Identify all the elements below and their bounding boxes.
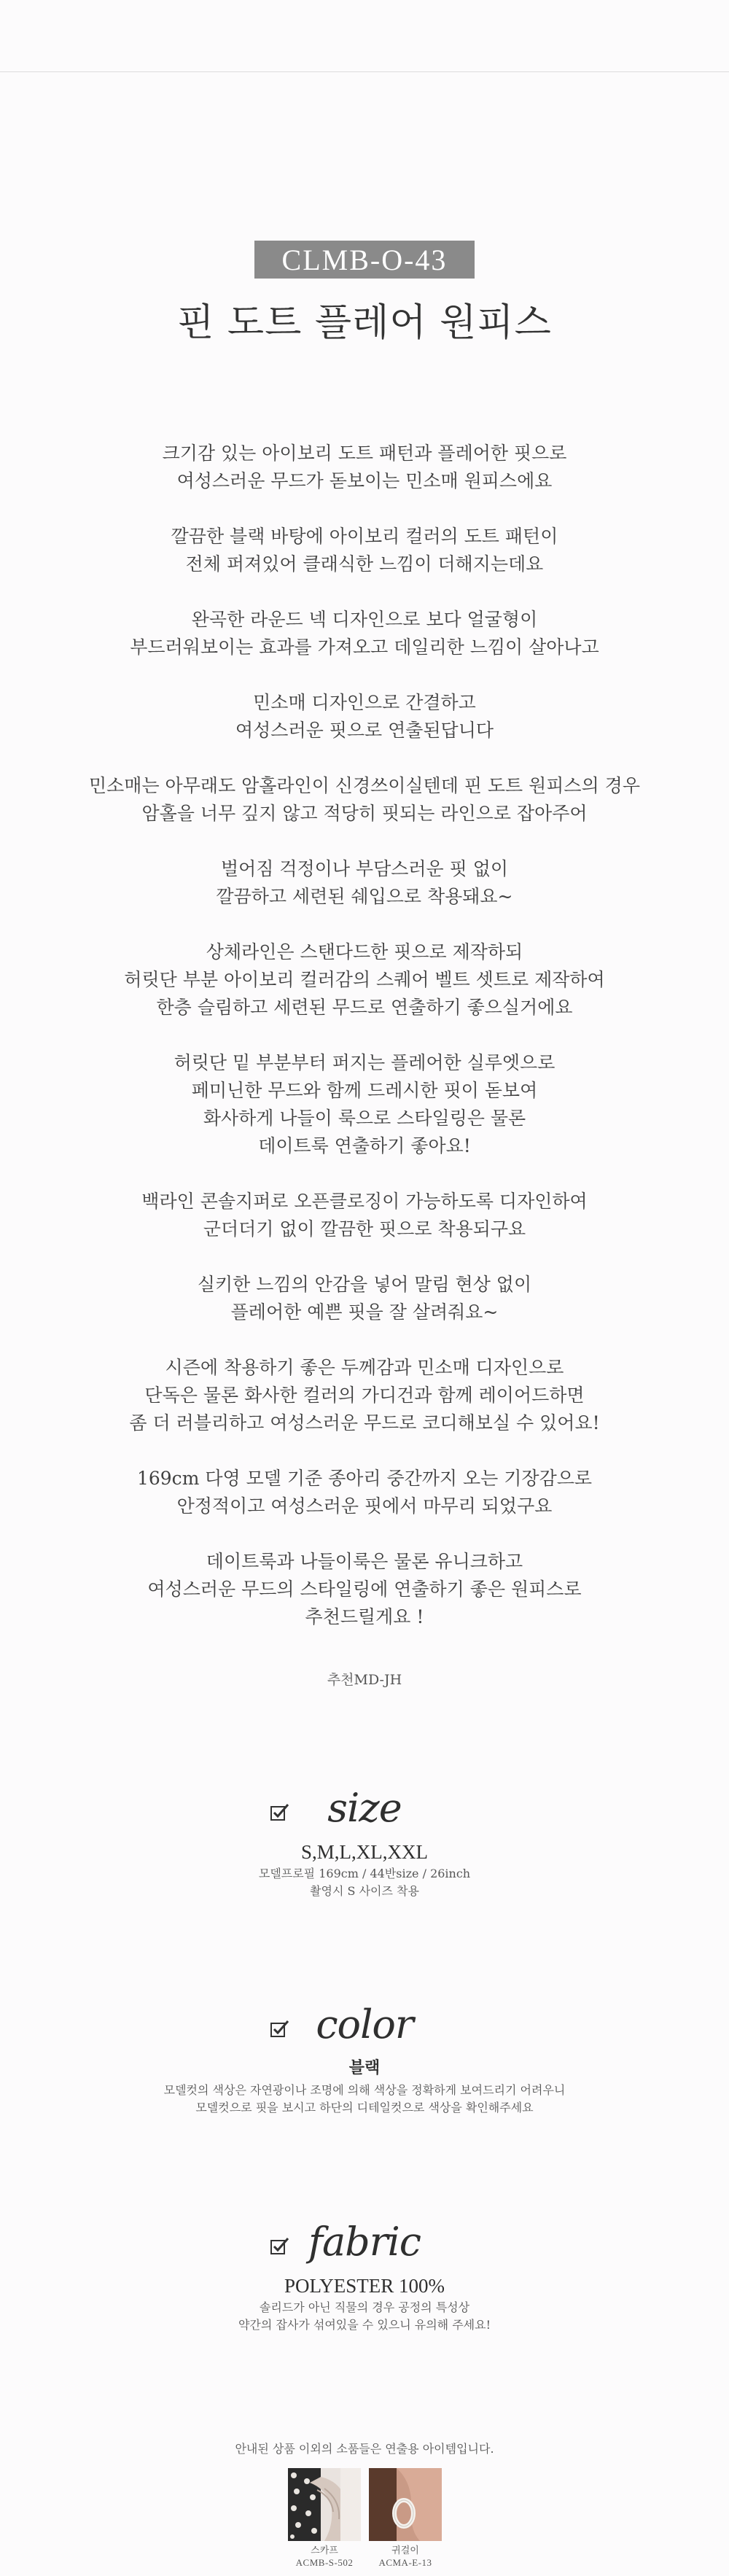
description-line: 백라인 콘솔지퍼로 오픈클로징이 가능하도록 디자인하여 [141, 1191, 588, 1212]
description-line: 단독은 물론 화사한 컬러의 가디건과 함께 레이어드하면 [144, 1385, 585, 1406]
description-paragraph [58, 1271, 671, 1326]
description-line: 실키한 느낌의 안감을 넣어 말림 현상 없이 [197, 1274, 532, 1295]
related-item-name: 귀걸이 [391, 2545, 419, 2556]
size-values: S,M,L,XL,XXL [301, 1841, 428, 1863]
product-description [58, 440, 671, 1691]
color-heading-text: color [316, 2001, 413, 2047]
description-line: 화사하게 나들이 룩으로 스타일링은 물론 [203, 1108, 526, 1129]
description-line: 부드러워보이는 효과를 가져오고 데일리한 느낌이 살아나고 [130, 637, 599, 658]
product-title: 핀 도트 플레어 원피스 [177, 301, 552, 345]
related-item-scarf[interactable] [288, 2468, 361, 2569]
description-line: 벌어짐 걱정이나 부담스러운 핏 없이 [220, 858, 509, 879]
scarf-thumbnail[interactable] [288, 2468, 361, 2541]
description-line: 깔끔한 블랙 바탕에 아이보리 컬러의 도트 패턴이 [171, 526, 558, 547]
model-profile: 모델프로필 169cm / 44반size / 26inch [258, 1867, 471, 1880]
related-item-code: ACMA-E-13 [378, 2557, 432, 2568]
related-items [288, 2468, 442, 2569]
related-item-earring[interactable] [369, 2468, 442, 2569]
description-paragraph [58, 1188, 671, 1243]
description-line: 데이트룩과 나들이룩은 물론 유니크하고 [206, 1551, 523, 1572]
fabric-heading [0, 2219, 729, 2270]
size-heading [0, 1785, 729, 1836]
description-line: 여성스러운 핏으로 연출된답니다 [235, 720, 494, 741]
size-section [0, 1785, 729, 1900]
related-item-name: 스카프 [311, 2545, 338, 2556]
description-paragraph [58, 772, 671, 828]
description-line: 깔끔하고 세련된 쉐입으로 착용돼요~ [216, 886, 513, 907]
description-line: 추천드릴게요 ! [305, 1606, 424, 1627]
earring-thumbnail[interactable] [369, 2468, 442, 2541]
description-line: 군더더기 없이 깔끔한 핏으로 착용되구요 [203, 1218, 526, 1240]
description-line: 좀 더 러블리하고 여성스러운 무드로 코디해보실 수 있어요! [129, 1412, 600, 1433]
size-heading-text: size [327, 1785, 402, 1831]
description-line: 여성스러운 무드가 돋보이는 민소매 원피스에요 [176, 470, 553, 491]
description-line: 안정적이고 여성스러운 핏에서 마무리 되었구요 [176, 1495, 553, 1517]
worn-size: 촬영시 S 사이즈 착용 [310, 1884, 419, 1898]
top-divider [0, 71, 729, 72]
description-line: 완곡한 라운드 넥 디자인으로 보다 얼굴형이 [191, 609, 538, 630]
styling-notice: 안내된 상품 이외의 소품들은 연출용 아이템입니다. [235, 2442, 494, 2456]
color-note: 모델컷으로 핏을 보시고 하단의 디테일컷으로 색상을 확인해주세요 [195, 2101, 534, 2114]
color-note: 모델컷의 색상은 자연광이나 조명에 의해 색상을 정확하게 보여드리기 어려우니 [163, 2083, 566, 2097]
description-line: 전체 퍼져있어 클래식한 느낌이 더해지는데요 [185, 553, 544, 575]
description-paragraph [58, 1548, 671, 1631]
fabric-section [0, 2219, 729, 2334]
product-code-badge: CLMB-O-43 [254, 241, 475, 279]
fabric-heading-text: fabric [308, 2219, 421, 2265]
description-paragraph [58, 1049, 671, 1160]
description-paragraph [58, 1354, 671, 1437]
description-line: 민소매 디자인으로 간결하고 [253, 692, 476, 713]
fabric-value: POLYESTER 100% [284, 2275, 445, 2297]
description-paragraph [58, 523, 671, 578]
md-signature: 추천MD-JH [327, 1672, 402, 1688]
description-paragraph [58, 440, 671, 495]
description-paragraph [58, 855, 671, 911]
description-paragraph [58, 689, 671, 744]
description-paragraph [58, 606, 671, 661]
description-paragraph [58, 938, 671, 1022]
related-item-code: ACMB-S-502 [295, 2557, 354, 2568]
description-line: 허릿단 밑 부분부터 퍼지는 플레어한 실루엣으로 [174, 1052, 555, 1073]
fabric-note: 솔리드가 아닌 직물의 경우 공정의 특성상 [259, 2300, 470, 2314]
color-value: 블랙 [348, 2059, 381, 2077]
description-line: 페미닌한 무드와 함께 드레시한 핏이 돋보여 [191, 1080, 538, 1101]
description-line: 여성스러운 무드의 스타일링에 연출하기 좋은 원피스로 [147, 1579, 582, 1600]
color-heading [0, 2001, 729, 2052]
description-line: 민소매는 아무래도 암홀라인이 신경쓰이실텐데 핀 도트 원피스의 경우 [89, 775, 640, 796]
description-line: 상체라인은 스탠다드한 핏으로 제작하되 [206, 941, 523, 962]
description-paragraph [58, 1465, 671, 1520]
description-line: 시즌에 착용하기 좋은 두께감과 민소매 디자인으로 [165, 1357, 564, 1378]
fabric-note: 약간의 잡사가 섞여있을 수 있으니 유의해 주세요! [238, 2318, 491, 2332]
description-line: 데이트룩 연출하기 좋아요! [258, 1135, 471, 1156]
description-line: 플레어한 예쁜 핏을 잘 살려줘요~ [230, 1301, 499, 1323]
description-line: 169cm 다영 모델 기준 종아리 중간까지 오는 기장감으로 [136, 1468, 593, 1489]
description-line: 암홀을 너무 깊지 않고 적당히 핏되는 라인으로 잡아주어 [141, 803, 588, 824]
color-section [0, 2001, 729, 2117]
description-line: 크기감 있는 아이보리 도트 패턴과 플레어한 핏으로 [162, 443, 567, 464]
description-line: 한층 슬림하고 세련된 무드로 연출하기 좋으실거에요 [156, 997, 573, 1018]
description-line: 허릿단 부분 아이보리 컬러감의 스퀘어 벨트 셋트로 제작하여 [124, 969, 605, 990]
